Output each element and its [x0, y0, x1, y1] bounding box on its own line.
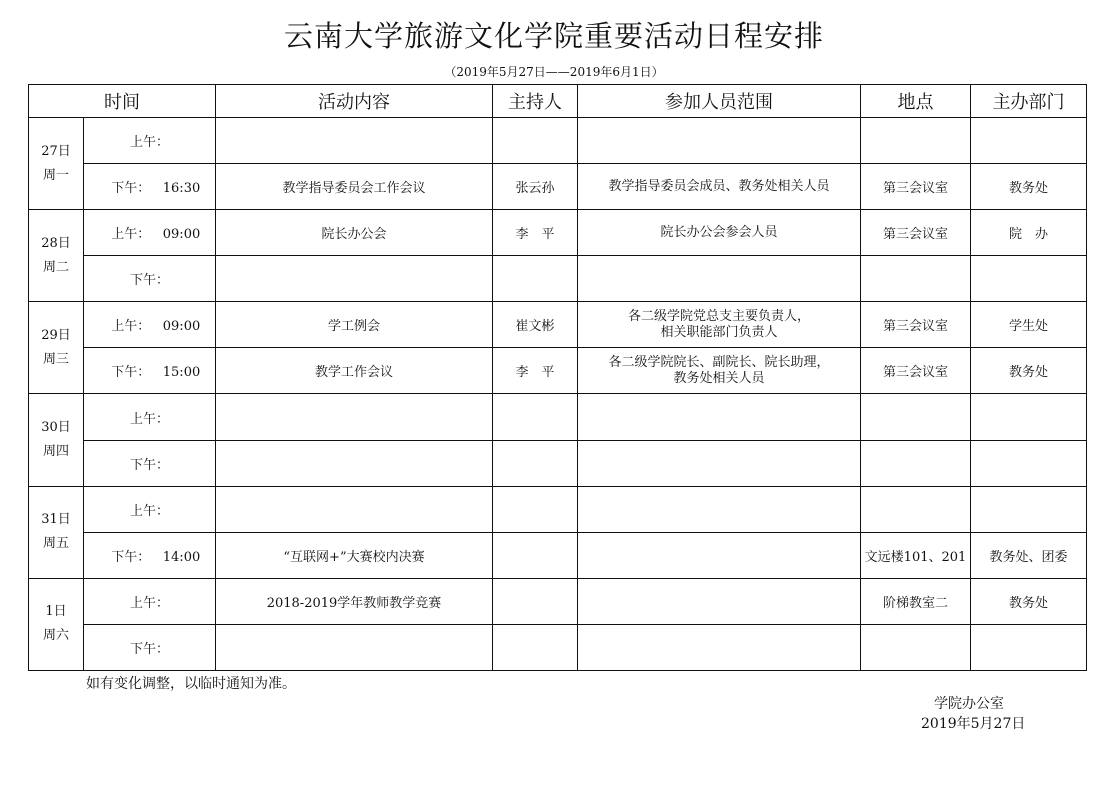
host-cell	[493, 440, 578, 486]
participants-line: 相关职能部门负责人	[660, 324, 778, 340]
day-cell	[29, 394, 84, 486]
place-cell: 第三会议室	[861, 348, 971, 394]
footnote: 如有变化调整，以临时通知为准。	[86, 676, 296, 692]
dept-cell: 教务处	[971, 348, 1087, 394]
place-cell	[861, 440, 971, 486]
time-value: 09:00	[162, 227, 201, 243]
host-cell: 张云孙	[493, 164, 578, 210]
place-cell	[861, 486, 971, 532]
place-cell	[861, 256, 971, 302]
day-date: 29日	[41, 327, 71, 343]
time-cell	[84, 164, 216, 210]
table-row	[29, 348, 1087, 394]
dept-cell	[971, 486, 1087, 532]
table-row	[29, 394, 1087, 440]
table-row	[29, 578, 1087, 624]
activity-cell: “互联网+”大赛校内决赛	[216, 532, 493, 578]
activity-cell	[216, 394, 493, 440]
participants-cell	[578, 440, 861, 486]
table-row	[29, 118, 1087, 164]
table-row	[29, 440, 1087, 486]
dept-cell	[971, 394, 1087, 440]
header-row	[29, 85, 1087, 118]
issue-date: 2019年5月27日	[921, 716, 1026, 732]
host-cell	[493, 118, 578, 164]
place-cell	[861, 118, 971, 164]
day-cell	[29, 302, 84, 394]
participants-cell	[578, 348, 861, 394]
day-cell	[29, 210, 84, 302]
participants-cell	[578, 532, 861, 578]
participants-cell	[578, 210, 861, 256]
time-cell	[84, 532, 216, 578]
time-cell	[84, 118, 216, 164]
day-cell	[29, 118, 84, 210]
date-range-subtitle: （2019年5月27日——2019年6月1日）	[444, 65, 664, 79]
day-weekday: 周三	[42, 351, 69, 367]
table-row	[29, 302, 1087, 348]
dept-cell	[971, 624, 1087, 670]
day-date: 1日	[45, 604, 67, 620]
dept-cell: 教务处	[971, 578, 1087, 624]
activity-cell	[216, 486, 493, 532]
activity-cell: 院长办公会	[216, 210, 493, 256]
dept-cell: 教务处、团委	[971, 532, 1087, 578]
host-cell	[493, 624, 578, 670]
table-row	[29, 164, 1087, 210]
activity-cell	[216, 118, 493, 164]
participants-line: 各二级学院党总支主要负责人，	[627, 308, 810, 324]
dept-cell: 院 办	[971, 210, 1087, 256]
table-row	[29, 624, 1087, 670]
time-cell	[84, 394, 216, 440]
header-host: 主持人	[493, 85, 578, 118]
place-cell: 第三会议室	[861, 164, 971, 210]
time-value: 16:30	[162, 181, 201, 197]
place-cell	[861, 394, 971, 440]
time-cell	[84, 578, 216, 624]
day-date: 28日	[41, 235, 71, 251]
day-date: 27日	[41, 143, 71, 159]
activity-cell	[216, 440, 493, 486]
host-cell	[493, 394, 578, 440]
host-cell: 李 平	[493, 210, 578, 256]
place-cell: 阶梯教室二	[861, 578, 971, 624]
day-cell	[29, 578, 84, 670]
time-cell	[84, 440, 216, 486]
day-weekday: 周六	[42, 628, 69, 644]
participants-cell	[578, 118, 861, 164]
participants-line: 教务处相关人员	[673, 370, 765, 386]
header-dept: 主办部门	[971, 85, 1087, 118]
dept-cell	[971, 256, 1087, 302]
period-label: 上午：	[129, 411, 169, 427]
day-weekday: 周四	[42, 444, 69, 460]
activity-cell: 学工例会	[216, 302, 493, 348]
time-value: 14:00	[162, 549, 201, 565]
day-weekday: 周二	[42, 259, 69, 275]
host-cell: 崔文彬	[493, 302, 578, 348]
header-participants: 参加人员范围	[578, 85, 861, 118]
activity-cell: 2018-2019学年教师教学竞赛	[216, 578, 493, 624]
period-label: 上午：	[129, 135, 169, 151]
time-cell	[84, 348, 216, 394]
table-row	[29, 532, 1087, 578]
table-row	[29, 210, 1087, 256]
day-date: 31日	[41, 512, 71, 528]
header-place: 地点	[861, 85, 971, 118]
participants-line: 各二级学院院长、副院长、院长助理，	[608, 354, 830, 370]
table-row	[29, 256, 1087, 302]
participants-cell	[578, 624, 861, 670]
host-cell: 李 平	[493, 348, 578, 394]
participants-cell	[578, 256, 861, 302]
time-value: 15:00	[162, 365, 201, 381]
day-weekday: 周五	[42, 536, 69, 552]
day-cell	[29, 486, 84, 578]
day-date: 30日	[41, 420, 71, 436]
period-label: 下午：	[129, 273, 169, 289]
activity-cell: 教学工作会议	[216, 348, 493, 394]
participants-line: 教学指导委员会成员、教务处相关人员	[608, 178, 830, 194]
period-label: 上午：	[129, 595, 169, 611]
dept-cell: 学生处	[971, 302, 1087, 348]
participants-line: 院长办公会参会人员	[660, 224, 778, 240]
time-cell	[84, 486, 216, 532]
time-cell	[84, 256, 216, 302]
period-label: 下午：	[111, 365, 151, 381]
time-value: 09:00	[162, 319, 201, 335]
period-label: 下午：	[129, 457, 169, 473]
place-cell: 文远楼101、201	[861, 532, 971, 578]
day-weekday: 周一	[42, 167, 69, 183]
period-label: 上午：	[111, 319, 151, 335]
period-label: 下午：	[111, 549, 151, 565]
time-cell	[84, 210, 216, 256]
dept-cell	[971, 118, 1087, 164]
schedule-table	[28, 84, 1087, 671]
header-activity: 活动内容	[216, 85, 493, 118]
dept-cell: 教务处	[971, 164, 1087, 210]
activity-cell	[216, 624, 493, 670]
participants-cell	[578, 394, 861, 440]
place-cell: 第三会议室	[861, 210, 971, 256]
host-cell	[493, 486, 578, 532]
activity-cell	[216, 256, 493, 302]
page-title: 云南大学旅游文化学院重要活动日程安排	[283, 19, 824, 53]
table-row	[29, 486, 1087, 532]
place-cell: 第三会议室	[861, 302, 971, 348]
period-label: 下午：	[129, 641, 169, 657]
activity-cell: 教学指导委员会工作会议	[216, 164, 493, 210]
period-label: 上午：	[111, 227, 151, 243]
time-cell	[84, 624, 216, 670]
participants-cell	[578, 486, 861, 532]
header-time: 时间	[29, 85, 216, 118]
host-cell	[493, 532, 578, 578]
issuing-office: 学院办公室	[934, 696, 1004, 712]
host-cell	[493, 578, 578, 624]
participants-cell	[578, 164, 861, 210]
participants-cell	[578, 302, 861, 348]
time-cell	[84, 302, 216, 348]
host-cell	[493, 256, 578, 302]
place-cell	[861, 624, 971, 670]
dept-cell	[971, 440, 1087, 486]
period-label: 下午：	[111, 181, 151, 197]
period-label: 上午：	[129, 503, 169, 519]
participants-cell	[578, 578, 861, 624]
